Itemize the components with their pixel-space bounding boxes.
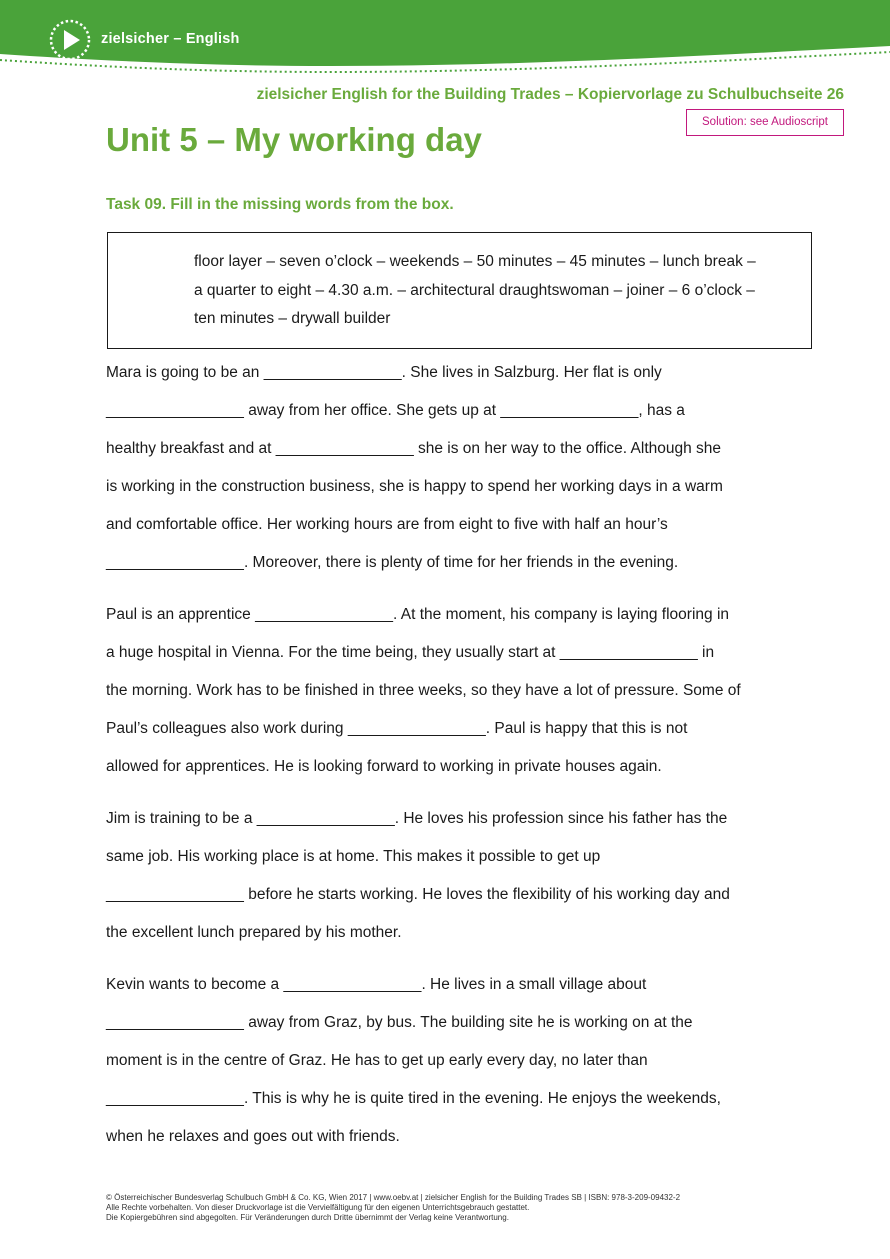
text-segment: , has a xyxy=(638,402,685,419)
text-segment: when he relaxes and goes out with friends. xyxy=(106,1128,400,1145)
text-segment: . He lives in a small village about xyxy=(421,976,647,993)
footer xyxy=(106,1193,680,1223)
text-line xyxy=(106,506,806,544)
text-segment: before he starts working. He loves the flexibility of his working day and xyxy=(243,886,730,903)
word-box-line: a quarter to eight – 4.30 a.m. – architectural draughtswoman – joiner – 6 o’clock – xyxy=(194,281,755,299)
text-segment: same job. His working place is at home. This makes it possible to get up xyxy=(106,848,601,865)
answer-blank[interactable]: ________________ xyxy=(106,1014,244,1031)
text-segment: and comfortable office. Her working hours are from eight to five with half an hour’s xyxy=(106,516,668,533)
text-line xyxy=(106,672,806,710)
paragraph-kevin xyxy=(106,966,806,1156)
text-line xyxy=(106,838,806,876)
text-line xyxy=(106,596,806,634)
footer-line: Alle Rechte vorbehalten. Von dieser Druckvorlage ist die Vervielfältigung für den eigenen Unterrichtsgebrauch gestattet. xyxy=(106,1203,530,1212)
text-segment: she is on her way to the office. Although she xyxy=(413,440,722,457)
text-line xyxy=(106,1004,806,1042)
text-line xyxy=(106,748,806,786)
text-segment: . At the moment, his company is laying flooring in xyxy=(393,606,730,623)
text-line xyxy=(106,966,806,1004)
text-line xyxy=(106,1118,806,1156)
page-title: Unit 5 – My working day xyxy=(106,121,482,158)
text-segment: is working in the construction business, she is happy to spend her working days in a warm xyxy=(106,478,723,495)
text-line xyxy=(106,544,806,582)
paragraph-mara xyxy=(106,354,806,582)
text-segment: away from Graz, by bus. The building site he is working on at the xyxy=(243,1014,693,1031)
text-segment: . Moreover, there is plenty of time for her friends in the evening. xyxy=(243,554,679,571)
text-line xyxy=(106,914,806,952)
text-segment: . This is why he is quite tired in the evening. He enjoys the weekends, xyxy=(243,1090,721,1107)
paragraph-jim xyxy=(106,800,806,952)
text-segment: Paul’s colleagues also work during xyxy=(106,720,348,737)
text-segment: Paul is an apprentice xyxy=(106,606,256,623)
answer-blank[interactable]: ________________ xyxy=(559,644,698,661)
text-segment: healthy breakfast and at xyxy=(106,440,276,457)
solution-note: Solution: see Audioscript xyxy=(686,109,844,136)
answer-blank[interactable]: ________________ xyxy=(347,720,486,737)
answer-blank[interactable]: ________________ xyxy=(106,1090,244,1107)
answer-blank[interactable]: ________________ xyxy=(106,554,244,571)
text-line xyxy=(106,634,806,672)
text-segment: . She lives in Salzburg. Her flat is only xyxy=(401,364,662,381)
task-instruction: Task 09. Fill in the missing words from the box. xyxy=(106,196,454,213)
text-segment: away from her office. She gets up at xyxy=(243,402,501,419)
text-segment: a huge hospital in Vienna. For the time being, they usually start at xyxy=(106,644,560,661)
answer-blank[interactable]: ________________ xyxy=(255,606,394,623)
word-box xyxy=(107,232,812,349)
answer-blank[interactable]: ________________ xyxy=(275,440,414,457)
answer-blank[interactable]: ________________ xyxy=(106,886,244,903)
text-line xyxy=(106,710,806,748)
word-box-line: ten minutes – drywall builder xyxy=(194,310,391,327)
text-line xyxy=(106,430,806,468)
answer-blank[interactable]: ________________ xyxy=(500,402,639,419)
text-line xyxy=(106,1080,806,1118)
footer-line: Die Kopiergebühren sind abgegolten. Für Veränderungen durch Dritte übernimmt der Verlag keine Verantwortung. xyxy=(106,1213,509,1222)
text-line xyxy=(106,1042,806,1080)
text-segment: allowed for apprentices. He is looking forward to working in private houses again. xyxy=(106,758,662,775)
footer-line: © Österreichischer Bundesverlag Schulbuch GmbH & Co. KG, Wien 2017 | www.oebv.at | zielsicher English for the Building Trades SB | ISBN: 978-3-209-09432-2 xyxy=(106,1193,681,1202)
answer-blank[interactable]: ________________ xyxy=(256,810,395,827)
text-line xyxy=(106,876,806,914)
text-segment: Kevin wants to become a xyxy=(106,976,284,993)
text-segment: the morning. Work has to be finished in three weeks, so they have a lot of pressure. Some of xyxy=(106,682,741,699)
brand-name: zielsicher – English xyxy=(101,31,240,47)
answer-blank[interactable]: ________________ xyxy=(263,364,402,381)
text-segment: the excellent lunch prepared by his mother. xyxy=(106,924,402,941)
paragraph-paul xyxy=(106,596,806,786)
page-subtitle: zielsicher English for the Building Trades – Kopiervorlage zu Schulbuchseite 26 xyxy=(256,86,844,103)
word-box-line: floor layer – seven o’clock – weekends – 50 minutes – 45 minutes – lunch break – xyxy=(194,253,756,270)
answer-blank[interactable]: ________________ xyxy=(106,402,244,419)
text-segment: . Paul is happy that this is not xyxy=(485,720,688,737)
header-band xyxy=(0,0,890,78)
text-segment: . He loves his profession since his father has the xyxy=(394,810,728,827)
text-segment: in xyxy=(697,644,715,661)
text-segment: moment is in the centre of Graz. He has to get up early every day, no later than xyxy=(106,1052,648,1069)
text-line xyxy=(106,468,806,506)
answer-blank[interactable]: ________________ xyxy=(283,976,422,993)
text-line xyxy=(106,354,806,392)
text-segment: Mara is going to be an xyxy=(106,364,264,381)
text-segment: Jim is training to be a xyxy=(106,810,257,827)
text-line xyxy=(106,800,806,838)
text-line xyxy=(106,392,806,430)
